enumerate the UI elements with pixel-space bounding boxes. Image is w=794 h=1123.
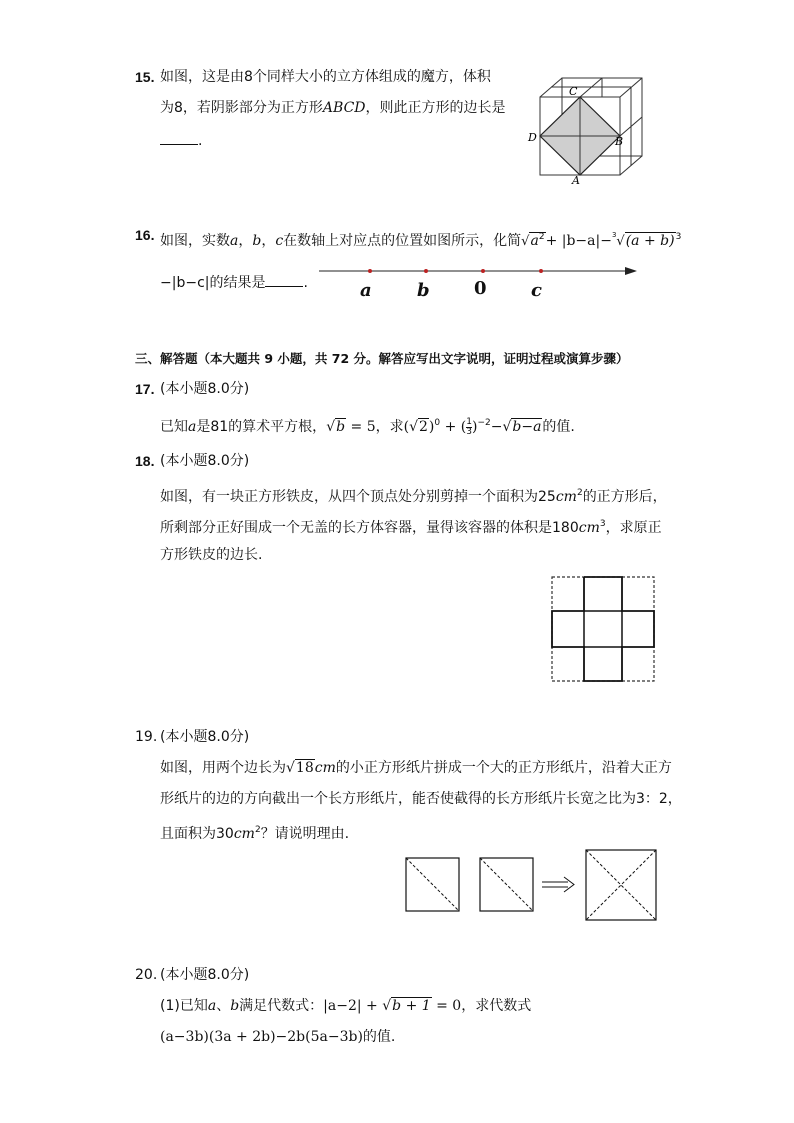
q19-line1: 如图，用两个边长为√18cm的小正方形纸片拼成一个大的正方形纸片，沿着大正方 <box>160 760 672 776</box>
q19-score: (本小题8.0分) <box>160 729 250 745</box>
q18-line2: 所剩部分正好围成一个无盖的长方体容器，量得该容器的体积是$180cm^3$，求原正 <box>160 519 662 536</box>
rubik-cube-figure <box>524 74 646 188</box>
answer-blank <box>160 130 198 145</box>
q17-score: (本小题8.0分) <box>160 381 250 397</box>
q20-line2: (a−3b)(3a + 2b)−2b(5a−3b)的值. <box>160 1029 396 1045</box>
axis-label-c: c <box>531 280 542 301</box>
point-a <box>368 269 372 273</box>
q19-line2: 形纸片的边的方向截出一个长方形纸片，能否使截得的长方形纸片长宽之比为3：2， <box>160 791 682 807</box>
q18-score: (本小题8.0分) <box>160 453 250 469</box>
point-zero <box>481 269 485 273</box>
q15-line1: 如图，这是由8个同样大小的立方体组成的魔方，体积 <box>160 69 491 85</box>
section-title: 三、解答题（本大题共 9 小题，共 72 分。解答应写出文字说明，证明过程或演算步骤） <box>135 351 629 366</box>
point-b <box>424 269 428 273</box>
axis-label-b: b <box>417 280 430 301</box>
q18-number: 18. <box>135 453 155 469</box>
q20-score: (本小题8.0分) <box>160 967 250 983</box>
q16-line1: 如图，实数a，b，c在数轴上对应点的位置如图所示，化简$√a^2+ |b-a|-^3√(a + b)^3$ <box>160 231 682 249</box>
label-B: B <box>615 135 624 148</box>
paper-squares-figure <box>404 848 660 922</box>
q19-line3: 且面积为$30cm^2$？请说明理由. <box>160 825 350 842</box>
q20-number: 20. <box>135 967 158 983</box>
q19-number: 19. <box>135 729 158 745</box>
q15-number: 15. <box>135 69 155 85</box>
label-D: D <box>528 131 537 144</box>
axis-label-a: a <box>360 280 372 301</box>
point-c <box>539 269 543 273</box>
q16-line2: −|b−c|的结果是 . <box>160 272 308 292</box>
q15-line2: 为8，若阴影部分为正方形ABCD，则此正方形的边长是 <box>160 100 506 116</box>
q20-line1: (1)已知a、b满足代数式：|a−2| + √b + 1 = 0，求代数式 <box>160 998 532 1014</box>
label-A: A <box>572 174 580 187</box>
q17-number: 17. <box>135 381 155 397</box>
q17-body: 已知a是81的算术平方根，√b = 5，求$(√2)^0$ + ( $\frac{1}{3}$ )$^{-2}$−√b−a的值. <box>160 416 575 437</box>
q16-number: 16. <box>135 227 155 243</box>
q18-line1: 如图，有一块正方形铁皮，从四个顶点处分别剪掉一个面积为$25cm^2$的正方形后， <box>160 488 667 505</box>
answer-blank <box>265 272 303 287</box>
q15-line3: . <box>160 130 202 150</box>
cut-square-figure <box>550 575 656 683</box>
q18-line3: 方形铁皮的边长. <box>160 547 263 563</box>
axis-label-zero: 0 <box>474 278 487 299</box>
label-C: C <box>569 85 578 98</box>
